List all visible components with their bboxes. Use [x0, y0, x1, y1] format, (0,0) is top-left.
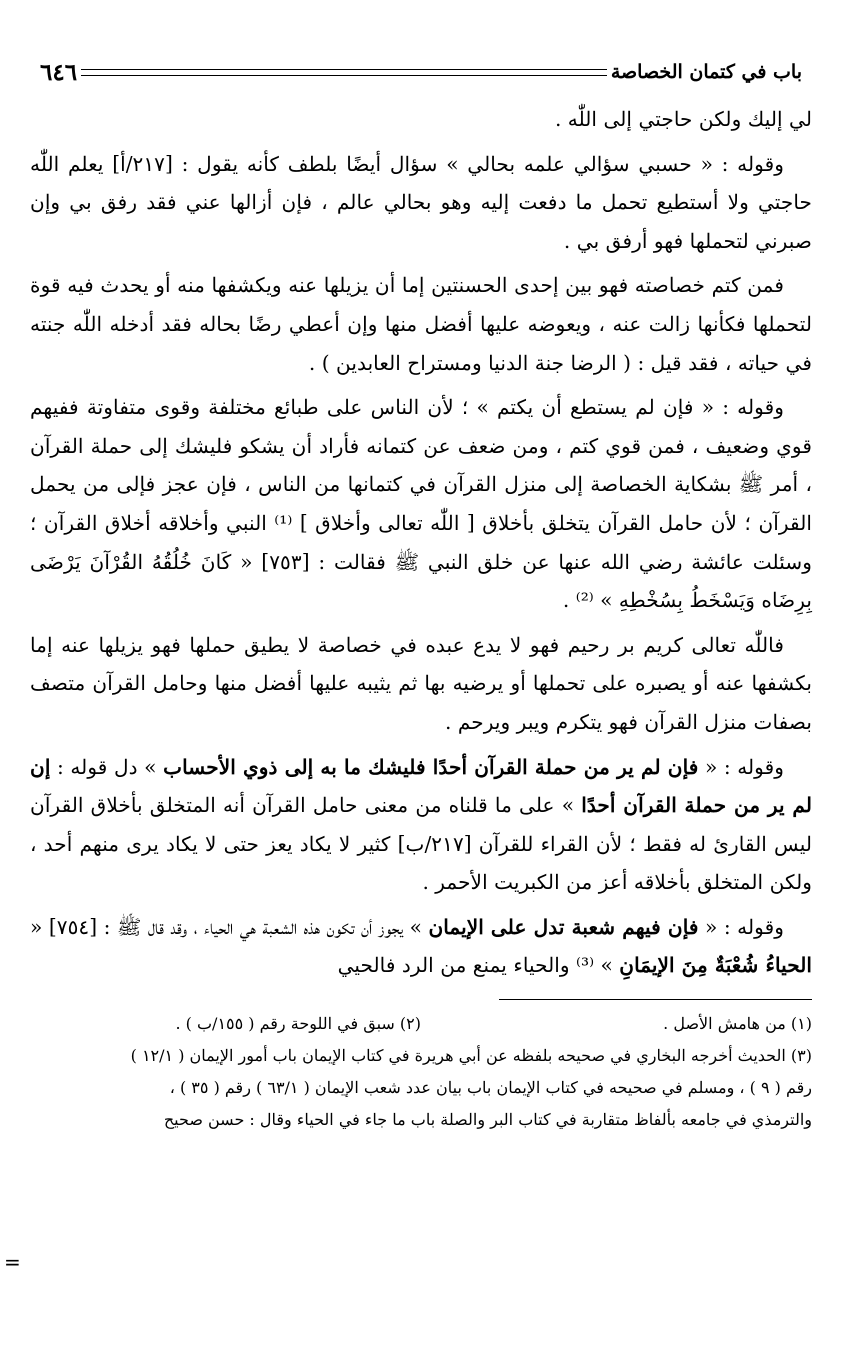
- paragraph: فمن كتم خصاصته فهو بين إحدى الحسنتين إما أن يزيلها عنه ويكشفها منه أو يحدث فيه قوة لتحملها فكأنها زالت عنه ، ويعوضه عليها أفضل منها وإن أعطي رضًا بحاله فقد أدخله اللّٰه جنته في حياته ، فقد قيل : ( الرضا جنة الدنيا ومستراح العابدين ) .: [30, 273, 812, 375]
- text-run: » على ما قلناه من معنى حامل القرآن أنه المتخلق بأخلاق القرآن ليس القارئ له فقط ؛ لأن القراء للقرآن [٢١٧/ب] كثير لا يكاد يعز حتى لا يكاد يرى منهم أحد ، ولكن المتخلق بأخلاقه أعز من الكبريت الأحمر .: [30, 793, 813, 895]
- paragraph: لي إليك ولكن حاجتي إلى اللّٰه .: [554, 107, 812, 131]
- paragraph: فاللّٰه تعالى كريم بر رحيم فهو لا يدع عبده في خصاصة لا يطيق حملها فهو يزيلها عنه إما بكشفها عنه أو يصبره على تحملها أو يرضيه بها ثم يثيبه عليها أفضل منها وحامل القرآن متصف بصفات منزل القرآن فهو يتكرم ويبر ويرحم .: [30, 632, 812, 734]
- book-page: [30, 54, 812, 1136]
- paragraph: [30, 748, 812, 902]
- footnote-3-line: رقم ( ٩ ) ، ومسلم في صحيحه في كتاب الإيمان باب بيان عدد شعب الإيمان ( ٦٣/١ ) رقم ( ٣٥ ) ،: [169, 1078, 812, 1098]
- quoted-matn: فإن فيهم شعبة تدل على الإيمان: [428, 914, 699, 939]
- text-run: » يجوز أن تكون هذه الشعبة هي الحياء ، وقد قال ﷺ : [٧٥٤] «: [30, 914, 429, 939]
- footnote-3-line: والترمذي في جامعه بألفاظ متقاربة في كتاب البر والصلة باب ما جاء في الحياء وقال : حسن صحيح: [163, 1110, 812, 1130]
- footnote-row: [30, 1008, 812, 1040]
- footnote-3-line: (٣) الحديث أخرجه البخاري في صحيحه بلفظه عن أبي هريرة في كتاب الإيمان باب أمور الإيمان ( ١٢/١ ): [130, 1046, 812, 1066]
- quoted-hadith: الحياءُ شُعْبَةٌ مِنَ الإيمَانِ: [619, 953, 812, 978]
- text-run: وقوله : «: [698, 914, 784, 939]
- header-double-rule: [81, 69, 607, 76]
- footnote-1: (١) من هامش الأصل .: [663, 1014, 812, 1034]
- footnote-continues-mark: =: [4, 1250, 21, 1274]
- paragraph: وقوله : « فإن لم يستطع أن يكتم » ؛ لأن الناس على طبائع مختلفة وقوى متفاوتة ففيهم قوي وضعيف ، فمن قوي كتم ، ومن ضعف عن كتمانه فأراد أن يشكو فليشك إلى حملة القرآن ، أمر ﷺ بشكاية الخصاصة إلى منزل القرآن في كتمانها من الناس ، فإن عجز فإلى من يحمل القرآن ؛ لأن حامل القرآن يتخلق بأخلاق [ اللّٰه تعالى وأخلاق ] ⁽¹⁾ النبي وأخلاقه أخلاق القرآن ؛ وسئلت عائشة رضي الله عنها عن خلق النبي ﷺ فقالت : [٧٥٣] « كَانَ خُلُقُهُ القُرْآنَ يَرْضَى بِرِضَاه وَيَسْخَطُ بِسُخْطِهِ » ⁽²⁾ .: [30, 395, 812, 613]
- quoted-matn: إن لم ير من حملة القرآن أحدًا: [30, 754, 812, 818]
- footnotes: [30, 1008, 812, 1136]
- footnote-2: (٢) سبق في اللوحة رقم ( ١٥٥/ب ) .: [175, 1014, 421, 1034]
- text-run: وقوله : «: [698, 754, 784, 779]
- chapter-title: باب في كتمان الخصاصة: [610, 61, 802, 83]
- page-number: ٦٤٦: [40, 58, 78, 86]
- running-head: [30, 54, 812, 90]
- quoted-matn: فإن لم ير من حملة القرآن أحدًا فليشك ما به إلى ذوي الأحساب: [163, 754, 699, 779]
- text-run: » دل قوله :: [50, 754, 164, 779]
- text-run: » ⁽³⁾ والحياء يمنع من الرد فالحيي: [337, 953, 620, 978]
- main-text: [30, 100, 812, 985]
- footnote-separator: [499, 999, 812, 1000]
- paragraph: [30, 908, 812, 985]
- paragraph: وقوله : « حسبي سؤالي علمه بحالي » سؤال أيضًا بلطف كأنه يقول : [٢١٧/أ] يعلم اللّٰه حاجتي ولا أستطيع تحمل ما دفعت إليه وهو بحالي عالم ، فإن أزالها عني فقد رفق بي وإن صبرني لتحملها فهو أرفق بي .: [30, 151, 812, 253]
